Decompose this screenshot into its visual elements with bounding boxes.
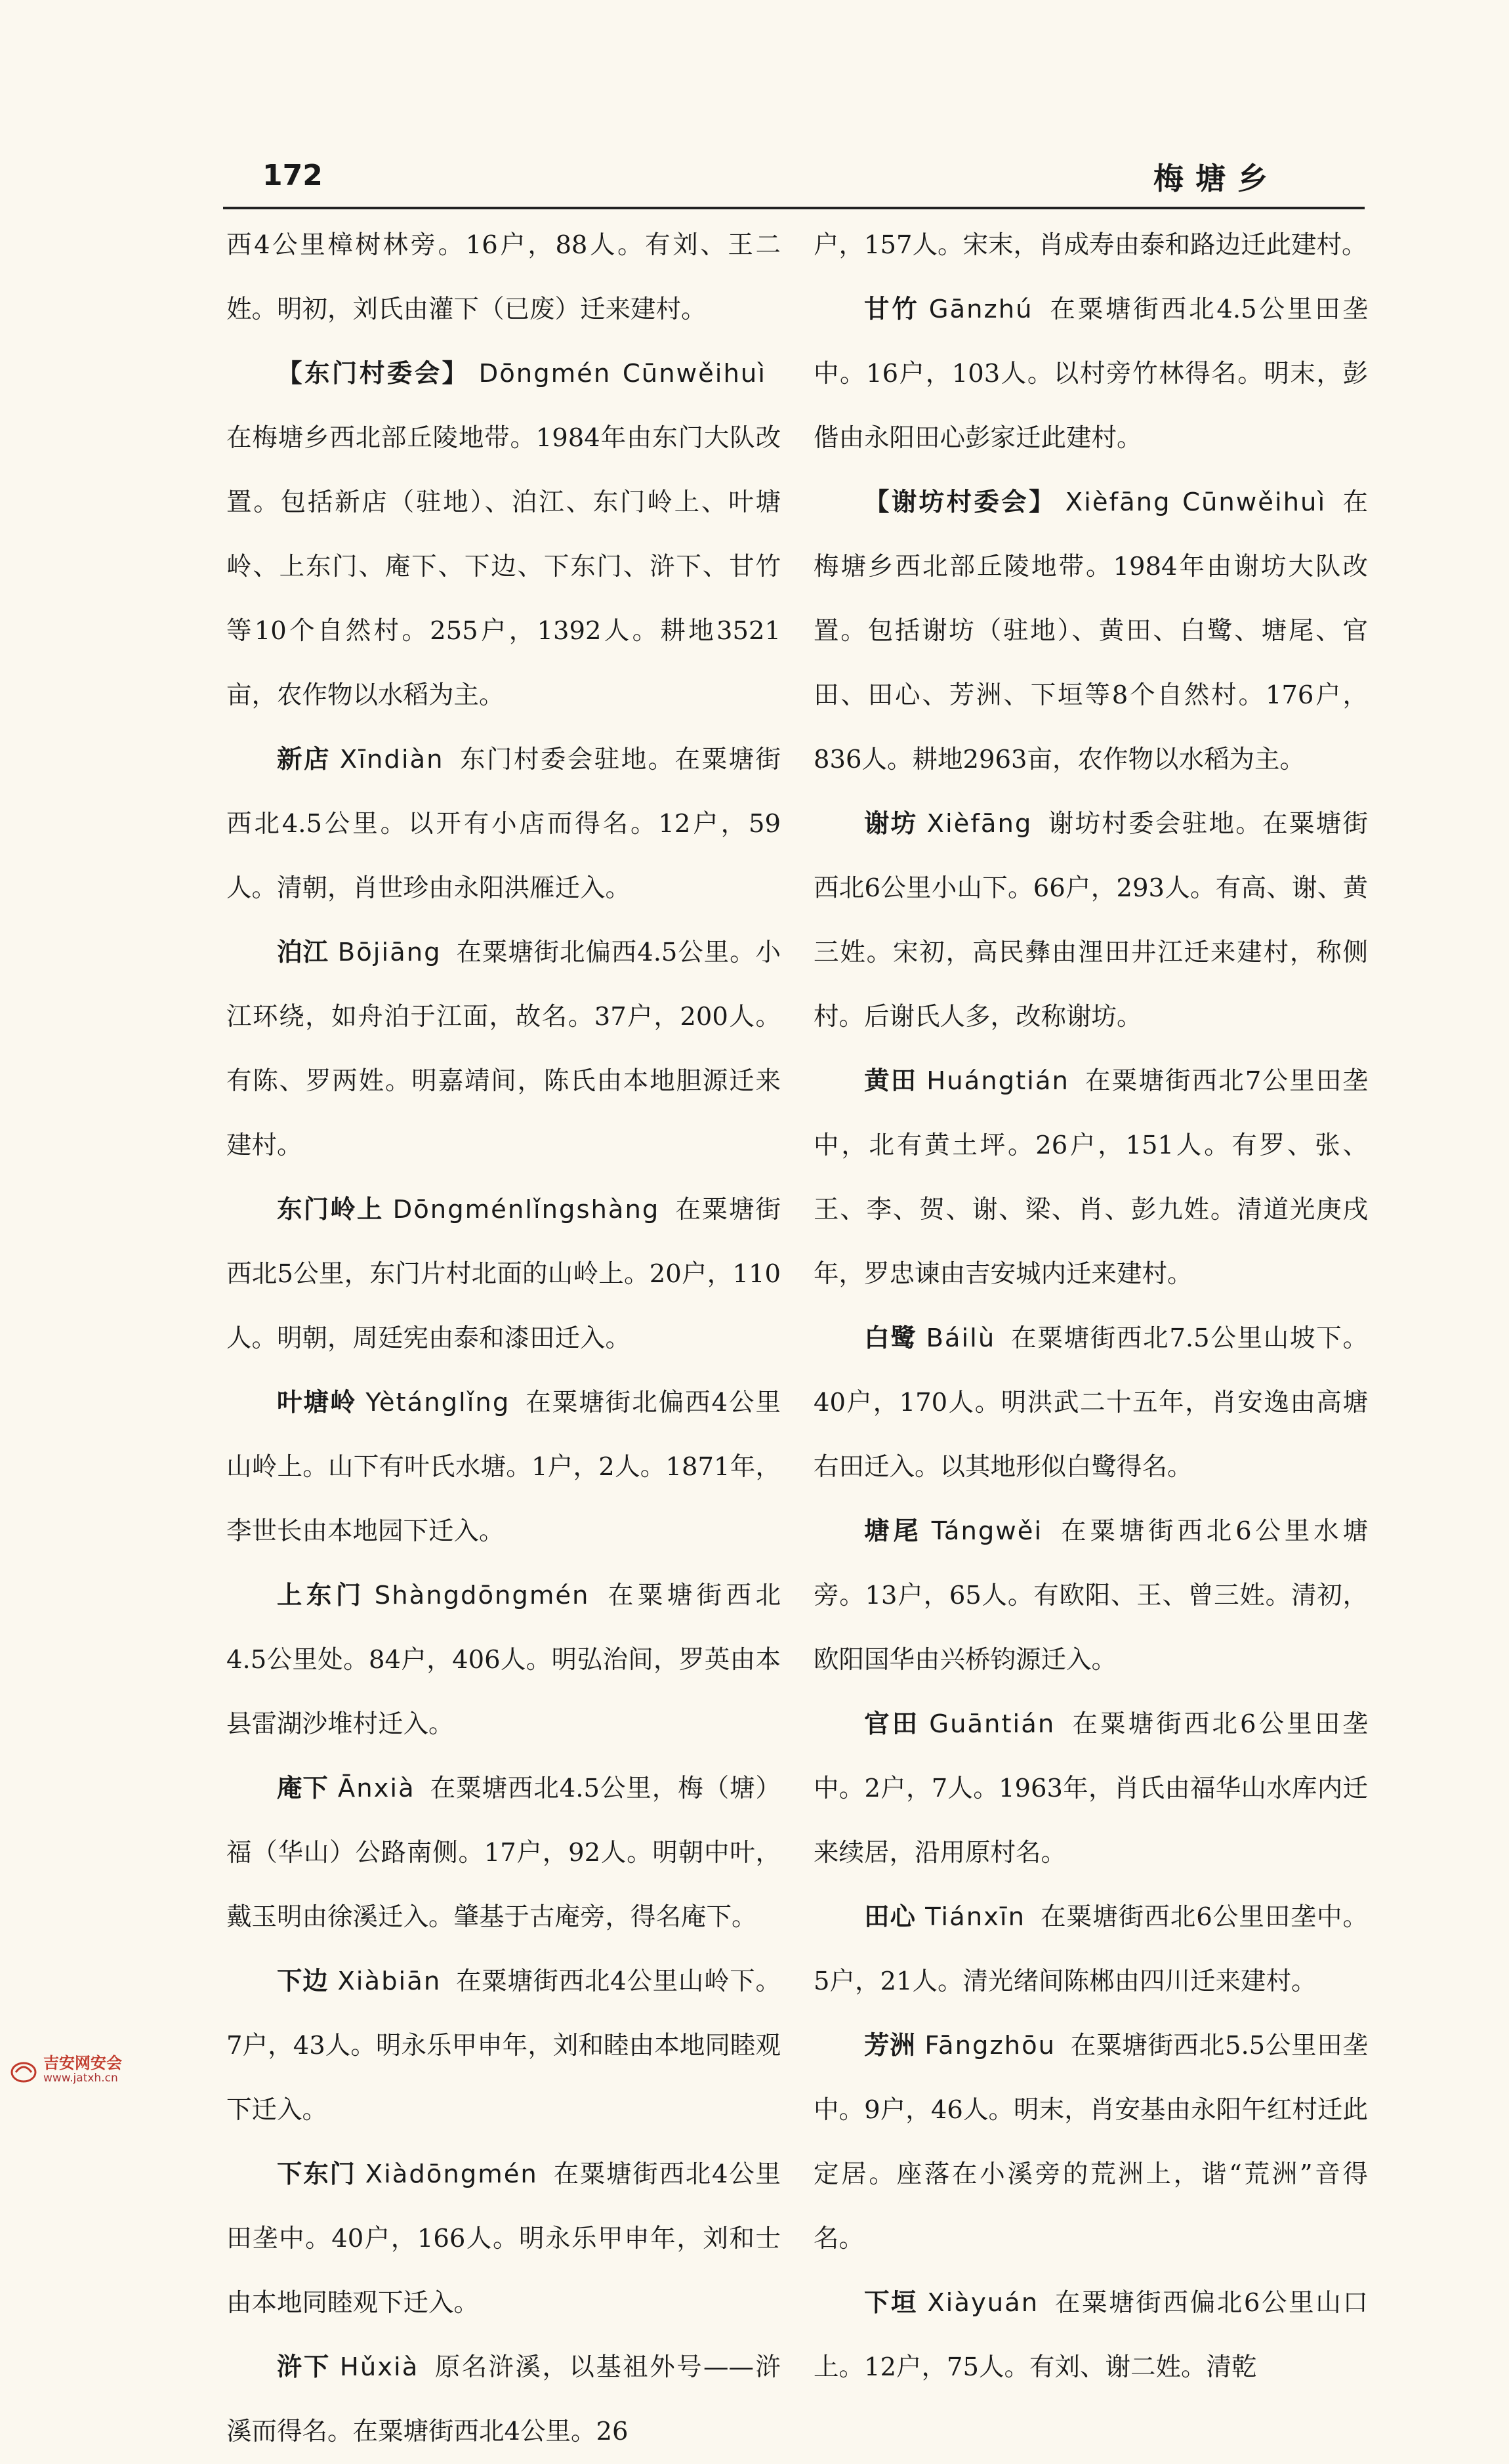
entry-text: 在粟塘街西北5.5公里田垄中。9户，46人。明末，肖安基由永阳午红村迁此定居。座落在小溪旁的荒洲上，谐“荒洲”音得名。 bbox=[814, 2031, 1368, 2253]
gazetteer-entry bbox=[226, 1178, 781, 1371]
entry-text: 在粟塘街西北4.5公里田垄中。16户，103人。以村旁竹林得名。明末，彭偕由永阳田心彭家迁此建村。 bbox=[814, 295, 1368, 453]
gazetteer-entry bbox=[814, 1049, 1368, 1306]
entry-pinyin: Xiàyuán bbox=[927, 2288, 1039, 2318]
header-rule bbox=[223, 207, 1365, 209]
gazetteer-entry bbox=[814, 2271, 1368, 2400]
entry-pinyin: Dōngménlǐngshàng bbox=[392, 1195, 660, 1224]
entry-pinyin: Shàngdōngmén bbox=[374, 1581, 590, 1610]
gazetteer-entry bbox=[814, 1499, 1368, 1692]
gazetteer-entry bbox=[226, 728, 781, 921]
entry-pinyin: Fāngzhōu bbox=[924, 2031, 1056, 2060]
entry-headword: 芳洲 bbox=[864, 2031, 916, 2060]
entry-text: 在粟塘街西北6公里田垄中。5户，21人。清光绪间陈郴由四川迁来建村。 bbox=[814, 1902, 1368, 1996]
entry-pinyin: Bōjiāng bbox=[337, 938, 442, 967]
gazetteer-entry bbox=[814, 1692, 1368, 1885]
entry-text: 谢坊村委会驻地。在粟塘街西北6公里小山下。66户，293人。有高、谢、黄三姓。宋初，高民彝由浬田井江迁来建村，称侧村。后谢氏人多，改称谢坊。 bbox=[814, 809, 1368, 1032]
entry-text: 在粟塘街西北4.5公里处。84户，406人。明弘治间，罗英由本县雷湖沙堆村迁入。 bbox=[226, 1581, 781, 1739]
watermark bbox=[5, 2054, 169, 2088]
entry-text: 东门村委会驻地。在粟塘街西北4.5公里。以开有小店而得名。12户，59人。清朝，肖世珍由永阳洪雁迁入。 bbox=[226, 745, 781, 903]
entry-pinyin: Dōngmén Cūnwěihuì bbox=[478, 359, 766, 388]
entry-headword: 庵下 bbox=[277, 1774, 329, 1803]
entry-text: 在粟塘西北4.5公里，梅（塘）福（华山）公路南侧。17户，92人。明朝中叶，戴玉明由徐溪迁入。肇基于古庵旁，得名庵下。 bbox=[226, 1774, 781, 1932]
entry-headword: 新店 bbox=[277, 745, 331, 774]
entry-pinyin: Báilù bbox=[926, 1324, 996, 1353]
entry-pinyin: Xièfāng Cūnwěihuì bbox=[1065, 488, 1327, 517]
entry-headword: 田心 bbox=[864, 1902, 917, 1932]
entry-text: 在粟塘街西北6公里田垄中。2户，7人。1963年，肖氏由福华山水库内迁来续居，沿用原村名。 bbox=[814, 1709, 1368, 1868]
continued-paragraph bbox=[814, 213, 1368, 278]
left-column bbox=[226, 213, 781, 2464]
entry-pinyin: Gānzhú bbox=[928, 295, 1033, 324]
gazetteer-entry bbox=[814, 1306, 1368, 1499]
gazetteer-entry bbox=[814, 278, 1368, 470]
entry-headword: 叶塘岭 bbox=[277, 1388, 357, 1417]
entry-text: 在粟塘街北偏西4.5公里。小江环绕，如舟泊于江面，故名。37户，200人。有陈、罗两姓。明嘉靖间，陈氏由本地胆源迁来建村。 bbox=[226, 938, 781, 1160]
entry-text: 在粟塘街西北7.5公里山坡下。40户，170人。明洪武二十五年，肖安逸由高塘右田迁入。以其地形似白鹭得名。 bbox=[814, 1324, 1368, 1482]
entry-headword: 甘竹 bbox=[864, 295, 920, 324]
entry-text: 在粟塘街西偏北6公里山口上。12户，75人。有刘、谢二姓。清乾 bbox=[814, 2288, 1368, 2382]
entry-pinyin: Xièfāng bbox=[926, 809, 1033, 839]
watermark-name: 吉安网安会 bbox=[43, 2054, 122, 2072]
entry-headword: 官田 bbox=[864, 1709, 920, 1739]
gazetteer-entry bbox=[226, 2335, 781, 2464]
gazetteer-entry bbox=[226, 1950, 781, 2142]
gazetteer-entry bbox=[226, 1757, 781, 1950]
gazetteer-entry bbox=[226, 342, 781, 728]
entry-headword: 上东门 bbox=[277, 1581, 365, 1610]
entry-text: 西4公里樟树林旁。16户，88人。有刘、王二姓。明初，刘氏由灌下（已废）迁来建村。 bbox=[226, 230, 781, 324]
watermark-url: www.jatxh.cn bbox=[43, 2072, 118, 2085]
entry-headword: 塘尾 bbox=[864, 1516, 922, 1546]
page-number: 172 bbox=[262, 159, 323, 192]
entry-headword: 浒下 bbox=[277, 2352, 331, 2382]
entry-headword: 白鹭 bbox=[864, 1324, 917, 1353]
entry-text: 在粟塘街西北6公里水塘旁。13户，65人。有欧阳、王、曾三姓。清初，欧阳国华由兴桥钧源迁入。 bbox=[814, 1516, 1368, 1675]
page-header bbox=[223, 151, 1338, 210]
entry-pinyin: Yètánglǐng bbox=[365, 1388, 510, 1417]
entry-text: 在粟塘街西北7公里田垄中，北有黄土坪。26户，151人。有罗、张、王、李、贺、谢、梁、肖、彭九姓。清道光庚戌年，罗忠谏由吉安城内迁来建村。 bbox=[814, 1066, 1368, 1289]
entry-text: 原名浒溪，以基祖外号——浒溪而得名。在粟塘街西北4公里。26 bbox=[226, 2352, 781, 2446]
entry-pinyin: Tángwěi bbox=[931, 1516, 1043, 1546]
entry-pinyin: Guāntián bbox=[929, 1709, 1056, 1739]
gazetteer-entry bbox=[226, 1564, 781, 1757]
entry-headword: 【东门村委会】 bbox=[277, 359, 470, 388]
entry-pinyin: Tiánxīn bbox=[925, 1902, 1025, 1932]
entry-pinyin: Ānxià bbox=[337, 1774, 415, 1803]
entry-headword: 黄田 bbox=[864, 1066, 918, 1096]
entry-pinyin: Xiàdōngmén bbox=[365, 2160, 538, 2189]
right-column bbox=[814, 213, 1368, 2400]
watermark-logo-icon bbox=[9, 2058, 38, 2084]
gazetteer-entry bbox=[226, 2142, 781, 2335]
entry-text: 户，157人。宋末，肖成寿由泰和路边迁此建村。 bbox=[814, 230, 1367, 260]
entry-text: 在粟塘街北偏西4公里山岭上。山下有叶氏水塘。1户，2人。1871年，李世长由本地园下迁入。 bbox=[226, 1388, 781, 1546]
running-head: 梅塘乡 bbox=[1153, 161, 1279, 196]
entry-text: 在梅塘乡西北部丘陵地带。1984年由东门大队改置。包括新店（驻地）、泊江、东门岭上、叶塘岭、上东门、庵下、下边、下东门、浒下、甘竹等10个自然村。255户，1392人。耕地3521亩，农作物以水稻为主。 bbox=[226, 423, 781, 710]
entry-headword: 泊江 bbox=[277, 938, 329, 967]
entry-text: 在梅塘乡西北部丘陵地带。1984年由谢坊大队改置。包括谢坊（驻地）、黄田、白鹭、塘尾、官田、田心、芳洲、下垣等8个自然村。176户，836人。耕地2963亩，农作物以水稻为主。 bbox=[814, 488, 1368, 774]
entry-pinyin: Hǔxià bbox=[339, 2352, 419, 2382]
entry-pinyin: Xiàbiān bbox=[337, 1967, 442, 1996]
entry-headword: 谢坊 bbox=[864, 809, 918, 839]
gazetteer-entry bbox=[814, 470, 1368, 792]
gazetteer-entry bbox=[814, 2014, 1368, 2271]
entry-text: 在粟塘街西北5公里，东门片村北面的山岭上。20户，110人。明朝，周廷宪由泰和漆田迁入。 bbox=[226, 1195, 781, 1353]
gazetteer-entry bbox=[814, 792, 1368, 1049]
entry-headword: 下边 bbox=[277, 1967, 329, 1996]
gazetteer-entry bbox=[226, 921, 781, 1178]
gazetteer-entry bbox=[814, 1885, 1368, 2014]
entry-headword: 【谢坊村委会】 bbox=[864, 488, 1056, 517]
entry-pinyin: Xīndiàn bbox=[339, 745, 444, 774]
gazetteer-entry bbox=[226, 1371, 781, 1564]
entry-text: 在粟塘街西北4公里山岭下。7户，43人。明永乐甲申年，刘和睦由本地同睦观下迁入。 bbox=[226, 1967, 781, 2125]
entry-text: 在粟塘街西北4公里田垄中。40户，166人。明永乐甲申年，刘和士由本地同睦观下迁入。 bbox=[226, 2160, 781, 2318]
continued-paragraph bbox=[226, 213, 781, 342]
entry-headword: 东门岭上 bbox=[277, 1195, 384, 1224]
entry-headword: 下垣 bbox=[864, 2288, 919, 2318]
entry-pinyin: Huángtián bbox=[926, 1066, 1069, 1096]
entry-headword: 下东门 bbox=[277, 2160, 356, 2189]
